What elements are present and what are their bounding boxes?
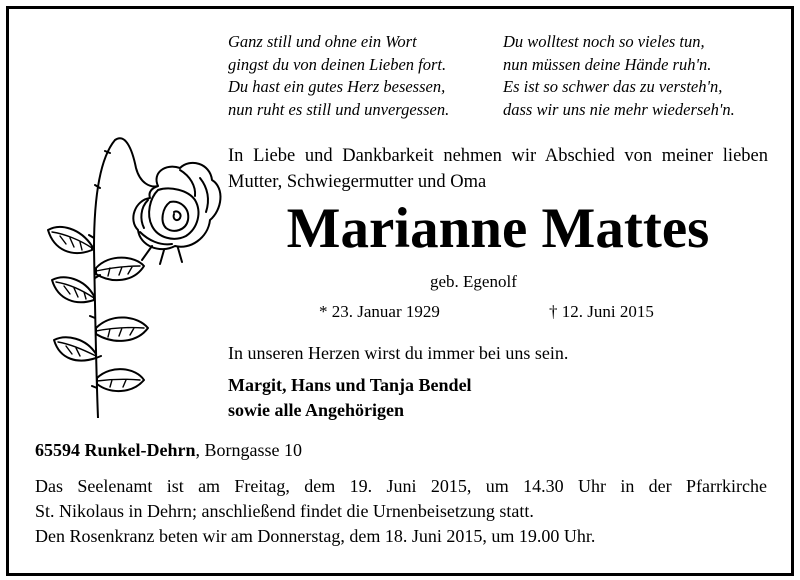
birth-date: * 23. Januar 1929 [319,302,440,321]
service-details [35,474,767,549]
poem-line: dass wir uns nie mehr wiederseh'n. [503,99,735,119]
address-place: 65594 Runkel-Dehrn [35,440,196,460]
poem-line: nun müssen deine Hände ruh'n. [503,54,712,74]
family-names [228,373,472,423]
rose-icon [40,128,230,418]
family-line: Margit, Hans und Tanja Bendel [228,375,472,395]
poem-line: nun ruht es still und unvergessen. [228,99,450,119]
intro-text: In Liebe und Dankbarkeit nehmen wir Abschied von meiner lieben Mutter, Schwiegermutter und Oma [228,146,768,192]
poem-line: Ganz still und ohne ein Wort [228,32,417,51]
maiden-name: geb. Egenolf [430,272,517,291]
address [35,440,302,461]
poem-line: Du hast ein gutes Herz besessen, [228,77,446,96]
poem-line: gingst du von deinen Lieben fort. [228,54,447,74]
details-line: St. Nikolaus in Dehrn; anschließend findet die Urnenbeisetzung statt. [35,501,534,521]
poem-line: Du wolltest noch so vieles tun, [503,32,705,51]
details-line: Das Seelenamt ist am Freitag, dem 19. Juni 2015, um 14.30 Uhr in der Pfarrkirche [35,476,767,496]
address-street: , Borngasse 10 [195,440,303,460]
poem-line: Es ist so schwer das zu versteh'n, [503,77,723,96]
family-line: sowie alle Angehörigen [228,400,404,420]
deceased-name: Marianne Mattes [286,197,710,260]
death-date: † 12. Juni 2015 [549,302,654,321]
poem-left [228,31,449,121]
motto-text: In unseren Herzen wirst du immer bei uns sein. [228,343,569,363]
poem-right [503,31,735,121]
details-line: Den Rosenkranz beten wir am Donnerstag, dem 18. Juni 2015, um 19.00 Uhr. [35,526,596,546]
